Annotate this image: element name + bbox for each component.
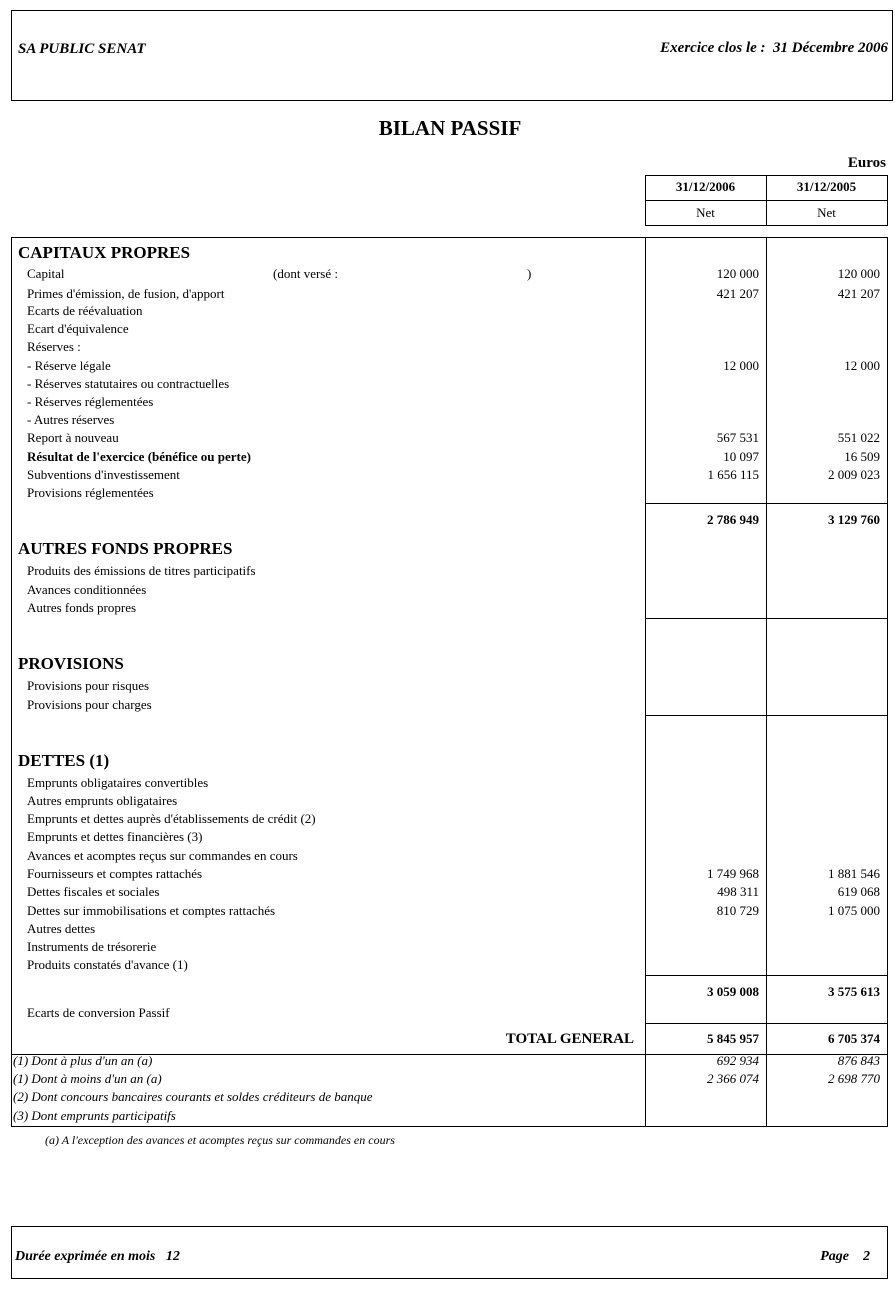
- row-label: Ecarts de conversion Passif: [27, 1005, 170, 1020]
- exercise-info: [660, 40, 888, 57]
- row-label: - Réserve légale: [27, 358, 111, 373]
- section-heading: AUTRES FONDS PROPRES: [18, 539, 233, 558]
- row-label: - Réserves statutaires ou contractuelles: [27, 376, 230, 391]
- value-2005: 876 843: [837, 1053, 880, 1068]
- row-label: Subventions d'investissement: [27, 467, 180, 482]
- value-2006: 10 097: [723, 449, 759, 464]
- row-label: Report à nouveau: [27, 430, 119, 445]
- section-heading: PROVISIONS: [18, 654, 124, 673]
- row-label: Emprunts et dettes auprès d'établissements de crédit (2): [27, 811, 316, 826]
- row-label: Provisions réglementées: [27, 485, 154, 500]
- row-label: (1) Dont à plus d'un an (a): [13, 1053, 153, 1068]
- value-2005: 2 009 023: [828, 467, 880, 482]
- column-sub-2005: Net: [817, 205, 836, 220]
- value-2005: 1 075 000: [828, 903, 880, 918]
- row-label: (3) Dont emprunts participatifs: [13, 1108, 176, 1123]
- value-2005: 12 000: [844, 358, 880, 373]
- company-name: SA PUBLIC SENAT: [18, 41, 146, 57]
- row-label: Emprunts obligataires convertibles: [27, 775, 209, 790]
- row-label: Avances conditionnées: [27, 582, 147, 597]
- row-label: Provisions pour charges: [27, 697, 152, 712]
- value-2006: 692 934: [716, 1053, 759, 1068]
- row-label: Réserves :: [27, 339, 81, 354]
- row-label: Instruments de trésorerie: [27, 939, 157, 954]
- row-label: TOTAL GENERAL: [505, 1031, 634, 1047]
- section-heading: DETTES (1): [18, 751, 110, 770]
- value-2006: 421 207: [716, 286, 759, 301]
- value-2006: 12 000: [723, 358, 759, 373]
- column-sub-2006: Net: [696, 205, 715, 220]
- row-label: Produits des émissions de titres participatifs: [27, 563, 256, 578]
- row-label: Autres dettes: [27, 921, 96, 936]
- page-title: BILAN PASSIF: [378, 116, 522, 140]
- value-2006: 567 531: [716, 430, 759, 445]
- value-2006: 120 000: [716, 266, 759, 281]
- row-label: Dettes fiscales et sociales: [27, 884, 160, 899]
- value-2005: 3 575 613: [828, 984, 880, 999]
- row-label: Résultat de l'exercice (bénéfice ou perte): [27, 449, 251, 464]
- value-2006: 1 749 968: [707, 866, 759, 881]
- duration-label: Durée exprimée en mois: [15, 1249, 156, 1264]
- duration: [15, 1249, 180, 1265]
- row-label: Dettes sur immobilisations et comptes rattachés: [27, 903, 276, 918]
- column-date-2006: 31/12/2006: [675, 179, 736, 194]
- duration-value: 12: [165, 1249, 180, 1264]
- value-2006: 5 845 957: [707, 1031, 759, 1046]
- value-2005: 16 509: [844, 449, 880, 464]
- value-2006: 3 059 008: [707, 984, 759, 999]
- row-label: (1) Dont à moins d'un an (a): [13, 1071, 162, 1086]
- section-heading: CAPITAUX PROPRES: [18, 243, 191, 262]
- row-label: Provisions pour risques: [27, 678, 150, 693]
- row-extra-close: ): [527, 266, 532, 281]
- row-label: Capital: [27, 266, 65, 281]
- value-2005: 120 000: [837, 266, 880, 281]
- row-label: Primes d'émission, de fusion, d'apport: [27, 286, 225, 301]
- row-label: Autres fonds propres: [27, 600, 137, 615]
- value-2006: 498 311: [717, 884, 759, 899]
- row-label: - Autres réserves: [27, 412, 115, 427]
- row-label: Autres emprunts obligataires: [27, 793, 178, 808]
- page-number: [820, 1249, 870, 1265]
- page-label: Page: [820, 1249, 849, 1264]
- exercise-label: Exercice clos le :: [660, 40, 766, 56]
- value-2005: 1 881 546: [828, 866, 880, 881]
- row-label: Fournisseurs et comptes rattachés: [27, 866, 203, 881]
- value-2005: 3 129 760: [828, 512, 880, 527]
- value-2005: 551 022: [837, 430, 880, 445]
- row-label: Ecart d'équivalence: [27, 321, 129, 336]
- value-2006: 1 656 115: [707, 467, 759, 482]
- value-2005: 619 068: [837, 884, 880, 899]
- value-2006: 2 366 074: [707, 1071, 759, 1086]
- value-2005: 6 705 374: [828, 1031, 880, 1046]
- row-label: Produits constatés d'avance (1): [27, 957, 188, 972]
- row-label: - Réserves réglementées: [27, 394, 154, 409]
- row-label: Avances et acomptes reçus sur commandes en cours: [27, 848, 298, 863]
- row-label: (2) Dont concours bancaires courants et soldes créditeurs de banque: [13, 1089, 373, 1104]
- page-value: 2: [863, 1249, 870, 1264]
- row-label: Emprunts et dettes financières (3): [27, 829, 203, 844]
- row-label: Ecarts de réévaluation: [27, 303, 143, 318]
- column-date-2005: 31/12/2005: [796, 179, 857, 194]
- footnote: (a) A l'exception des avances et acomptes reçus sur commandes en cours: [45, 1133, 395, 1147]
- value-2006: 810 729: [716, 903, 759, 918]
- value-2005: 421 207: [837, 286, 880, 301]
- currency-label: Euros: [847, 155, 886, 171]
- row-extra: (dont versé :: [273, 266, 338, 281]
- exercise-date: 31 Décembre 2006: [773, 40, 888, 56]
- value-2005: 2 698 770: [828, 1071, 880, 1086]
- value-2006: 2 786 949: [707, 512, 759, 527]
